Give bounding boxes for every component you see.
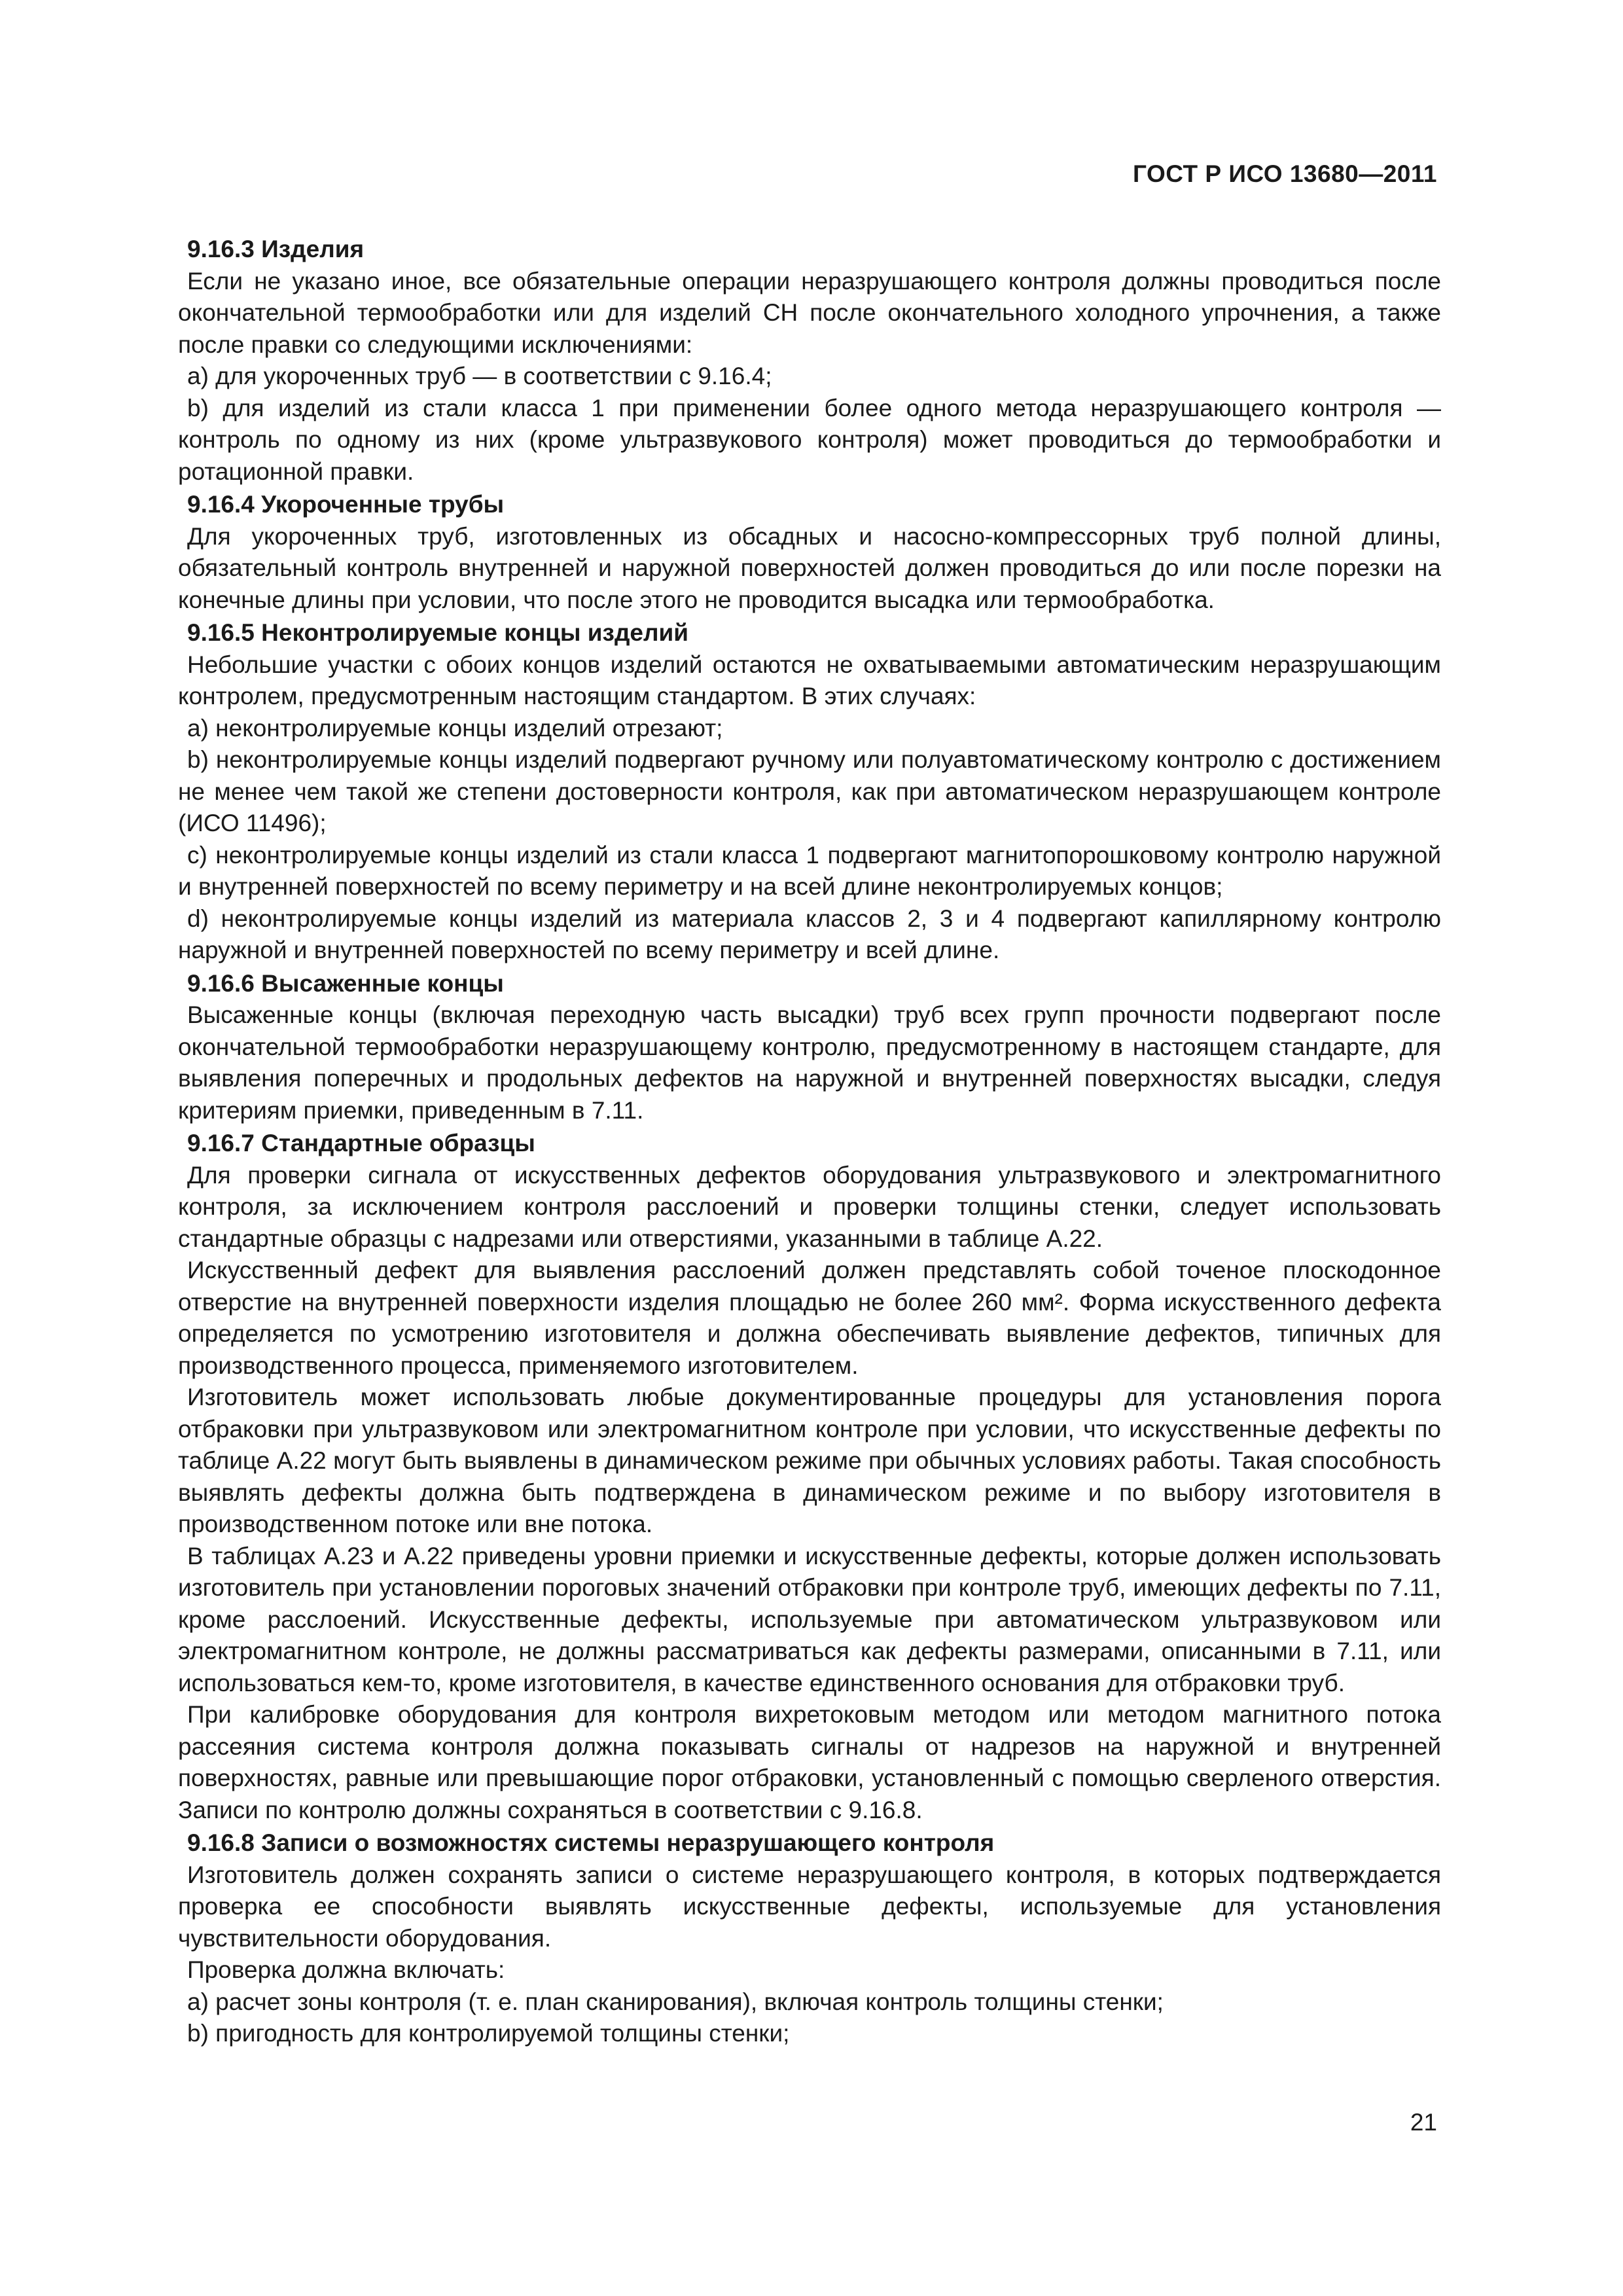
document-code: ГОСТ Р ИСО 13680—2011 (1132, 160, 1437, 187)
list-item: c) неконтролируемые концы изделий из стали класса 1 подвергают магнитопорошковому контролю наружной и внутренней поверхностей по всему периметру и на всей длине неконтролируемых концов; (178, 841, 1441, 900)
list-item: a) для укороченных труб — в соответствии с 9.16.4; (187, 363, 772, 389)
page-number: 21 (1410, 2109, 1437, 2136)
paragraph: Если не указано иное, все обязательные операции неразрушающего контроля должны проводиться после окончательной термообработки или для изделий СН после окончательного холодного упрочнения, а также после правки со следующими исключениями: (178, 267, 1441, 358)
paragraph: Проверка должна включать: (187, 1956, 505, 1983)
paragraph: Высаженные концы (включая переходную часть высадки) труб всех групп прочности подвергают после окончательной термообработки неразрушающему контролю, предусмотренному в настоящем стандарте, для выявления поперечных и продольных дефектов на наружной и внутренней поверхностях высадки, следуя критериям приемки, приведенным в 7.11. (178, 1001, 1441, 1124)
list-item: a) неконтролируемые концы изделий отрезают; (187, 714, 723, 742)
list-item: d) неконтролируемые концы изделий из материала классов 2, 3 и 4 подвергают капиллярному контролю наружной и внутренней поверхностей по всему периметру и всей длине. (178, 905, 1441, 963)
section-heading: 9.16.3 Изделия (187, 236, 365, 262)
paragraph: Изготовитель должен сохранять записи о системе неразрушающего контроля, в которых подтверждается проверка ее способности выявлять искусственные дефекты, используемые для установления чувствительности оборудования. (178, 1861, 1441, 1952)
list-item: b) пригодность для контролируемой толщины стенки; (187, 2020, 790, 2047)
list-item: b) для изделий из стали класса 1 при применении более одного метода неразрушающего контроля — контроль по одному из них (кроме ультразвукового контроля) может проводиться до термообработки и ротационной правки. (178, 394, 1441, 485)
list-item: b) неконтролируемые концы изделий подвергают ручному или полуавтоматическому контролю с достижением не менее чем такой же степени достоверности контроля, как при автоматическом неразрушающем контроле (ИСО 11496); (178, 746, 1441, 836)
section-heading: 9.16.5 Неконтролируемые концы изделий (187, 619, 688, 646)
section-heading: 9.16.4 Укороченные трубы (187, 491, 505, 518)
section-heading: 9.16.7 Стандартные образцы (187, 1130, 535, 1157)
paragraph: Небольшие участки с обоих концов изделий остаются не охватываемыми автоматическим неразрушающим контролем, предусмотренным настоящим стандартом. В этих случаях: (178, 651, 1441, 709)
paragraph: В таблицах А.23 и А.22 приведены уровни приемки и искусственные дефекты, которые должен использовать изготовитель при установлении пороговых значений отбраковки при контроле труб, имеющих дефекты по 7.11, кроме расслоений. Искусственные дефекты, используемые при автоматическом ультразвуковом или электромагнитном контроле, не должны рассматриваться как дефекты размерами, описанными в 7.11, или использоваться кем-то, кроме изготовителя, в качестве единственного основания для отбраковки труб. (178, 1542, 1441, 1696)
document-body (178, 232, 1441, 2050)
section-heading: 9.16.6 Высаженные концы (187, 969, 504, 997)
list-item: a) расчет зоны контроля (т. е. план сканирования), включая контроль толщины стенки; (187, 1988, 1164, 2015)
paragraph: Искусственный дефект для выявления расслоений должен представлять собой точеное плоскодонное отверстие на внутренней поверхности изделия площадью не более 260 мм². Форма искусственного дефекта определяется по усмотрению изготовителя и должна обеспечивать выявление дефектов, типичных для производственного процесса, применяемого изготовителем. (178, 1257, 1441, 1379)
paragraph: Для проверки сигнала от искусственных дефектов оборудования ультразвукового и электромагнитного контроля, за исключением контроля расслоений и проверки толщины стенки, следует использовать стандартные образцы с надрезами или отверстиями, указанными в таблице А.22. (178, 1161, 1441, 1252)
section-heading: 9.16.8 Записи о возможностях системы неразрушающего контроля (187, 1829, 995, 1856)
paragraph: Изготовитель может использовать любые документированные процедуры для установления порога отбраковки при ультразвуковом или электромагнитном контроле при условии, что искусственные дефекты по таблице А.22 могут быть выявлены в динамическом режиме при обычных условиях работы. Такая способность выявлять дефекты должна быть подтверждена в динамическом режиме и по выбору изготовителя в производственном потоке или вне потока. (178, 1384, 1441, 1537)
paragraph: Для укороченных труб, изготовленных из обсадных и насосно-компрессорных труб полной длины, обязательный контроль внутренней и наружной поверхностей должен проводиться до или после порезки на конечные длины при условии, что после этого не проводится высадка или термообработка. (178, 522, 1441, 613)
paragraph: При калибровке оборудования для контроля вихретоковым методом или методом магнитного потока рассеяния система контроля должна показывать сигналы от надрезов на наружной и внутренней поверхностях, равные или превышающие порог отбраковки, установленный с помощью сверленого отверстия. Записи по контролю должны сохраняться в соответствии с 9.16.8. (178, 1701, 1441, 1823)
